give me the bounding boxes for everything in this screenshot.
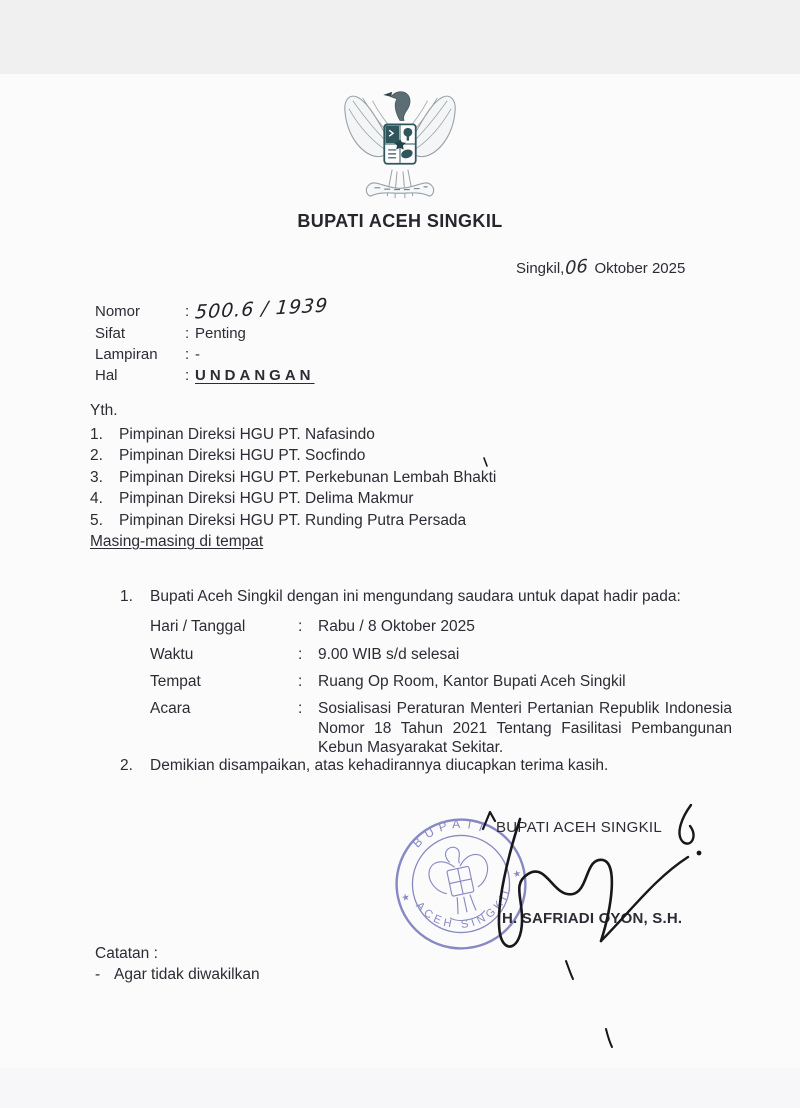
letter-meta bbox=[95, 294, 515, 387]
tempat-label: Tempat bbox=[150, 673, 201, 690]
dateline-place: Singkil, bbox=[516, 260, 565, 277]
hal-label: Hal bbox=[95, 367, 118, 384]
point-number: 2. bbox=[120, 757, 133, 774]
acara-value: Sosialisasi Peraturan Menteri Pertanian Republik Indonesia Nomor 18 Tahun 2021 Tentang Fasilitasi Pembangunan Kebun Masyarakat Sekitar. bbox=[318, 700, 732, 756]
stamp-star-left-icon: ★ bbox=[400, 891, 411, 904]
lampiran-label: Lampiran bbox=[95, 346, 158, 363]
note-label: Catatan : bbox=[95, 945, 158, 962]
hal-sep: : bbox=[185, 367, 190, 384]
detail-row-waktu bbox=[150, 645, 732, 665]
waktu-label: Waktu bbox=[150, 646, 194, 663]
point-text: Bupati Aceh Singkil dengan ini mengundang saudara untuk dapat hadir pada: bbox=[150, 588, 681, 605]
dateline-date: Oktober 2025 bbox=[594, 260, 686, 277]
salutation: Yth. bbox=[90, 402, 118, 419]
garuda-pancasila-emblem bbox=[341, 86, 459, 208]
body-point-1 bbox=[120, 587, 720, 606]
lampiran-sep: : bbox=[185, 346, 190, 363]
recipient-item bbox=[90, 467, 610, 489]
waktu-value: 9.00 WIB s/d selesai bbox=[318, 646, 460, 663]
ink-mark bbox=[566, 961, 573, 979]
note-block bbox=[95, 943, 260, 985]
pancasila-shield bbox=[384, 124, 415, 163]
tempat-value: Ruang Op Room, Kantor Bupati Aceh Singkil bbox=[318, 673, 626, 690]
recipient-item bbox=[90, 510, 610, 532]
detail-row-hari bbox=[150, 617, 732, 637]
svg-text:BUPATI bbox=[407, 813, 493, 852]
hari-value: Rabu / 8 Oktober 2025 bbox=[318, 618, 475, 635]
acara-sep: : bbox=[298, 700, 303, 717]
garuda-head bbox=[383, 92, 410, 121]
recipient-name: Pimpinan Direksi HGU PT. Delima Makmur bbox=[119, 490, 414, 507]
recipient-number: 1. bbox=[90, 425, 103, 443]
handwritten-letter-number: 500.6 / 1939 bbox=[194, 294, 330, 324]
letterhead-title: BUPATI ACEH SINGKIL bbox=[297, 211, 503, 231]
dateline bbox=[516, 257, 685, 278]
sifat-label: Sifat bbox=[95, 325, 126, 342]
acara-label: Acara bbox=[150, 700, 191, 717]
meta-row-hal bbox=[95, 366, 515, 387]
recipients-block bbox=[90, 400, 610, 553]
ink-mark bbox=[606, 1029, 612, 1047]
nomor-label: Nomor bbox=[95, 303, 141, 320]
note-item bbox=[95, 964, 260, 985]
signature-loop-mark bbox=[679, 805, 693, 844]
detail-row-tempat bbox=[150, 672, 732, 692]
stamp-top-text: BUPATI bbox=[409, 816, 491, 851]
meta-row-sifat bbox=[95, 324, 515, 345]
recipient-item bbox=[90, 445, 610, 467]
hal-value-subject: UNDANGAN bbox=[195, 367, 315, 384]
detail-row-acara bbox=[150, 699, 732, 758]
recipient-item bbox=[90, 424, 610, 446]
hari-label: Hari / Tanggal bbox=[150, 618, 246, 635]
handwritten-day: 06 bbox=[565, 255, 589, 280]
waktu-sep: : bbox=[298, 646, 303, 663]
meta-row-nomor bbox=[95, 294, 515, 324]
point-text: Demikian disampaikan, atas kehadirannya diucapkan terima kasih. bbox=[150, 757, 609, 774]
recipient-name: Pimpinan Direksi HGU PT. Nafasindo bbox=[119, 425, 375, 443]
note-text: Agar tidak diwakilkan bbox=[114, 966, 260, 983]
garuda-scroll bbox=[366, 183, 433, 196]
stamp-star-right-icon: ★ bbox=[511, 868, 523, 880]
signature-flourish bbox=[601, 857, 688, 941]
tempat-sep: : bbox=[298, 673, 303, 690]
nomor-sep: : bbox=[185, 303, 190, 320]
scan-bottom-tint bbox=[0, 1068, 800, 1108]
recipient-name: Pimpinan Direksi HGU PT. Socfindo bbox=[119, 447, 366, 464]
signature-dot bbox=[697, 851, 702, 856]
hari-sep: : bbox=[298, 618, 303, 635]
note-bullet: - bbox=[95, 966, 101, 983]
recipient-name: Pimpinan Direksi HGU PT. Perkebunan Lembah Bhakti bbox=[119, 468, 497, 486]
scan-top-band bbox=[0, 0, 800, 74]
sifat-sep: : bbox=[185, 325, 190, 342]
recipient-number: 3. bbox=[90, 468, 103, 486]
recipient-number: 2. bbox=[90, 447, 103, 464]
recipient-name: Pimpinan Direksi HGU PT. Runding Putra Persada bbox=[119, 511, 467, 529]
recipients-closing: Masing-masing di tempat bbox=[90, 533, 264, 550]
stamp-bottom-text: ACEH SINGKIL bbox=[413, 882, 515, 932]
signatory-name: H. SAFRIADI OYON, S.H. bbox=[502, 910, 683, 927]
point-number: 1. bbox=[120, 588, 133, 605]
recipient-number: 5. bbox=[90, 511, 103, 529]
recipient-number: 4. bbox=[90, 490, 103, 507]
meta-row-lampiran bbox=[95, 345, 515, 366]
signature-title: BUPATI ACEH SINGKIL bbox=[496, 819, 663, 836]
body-point-2 bbox=[120, 756, 720, 775]
lampiran-value: - bbox=[195, 346, 200, 363]
sifat-value: Penting bbox=[195, 325, 246, 342]
recipient-item bbox=[90, 488, 610, 510]
